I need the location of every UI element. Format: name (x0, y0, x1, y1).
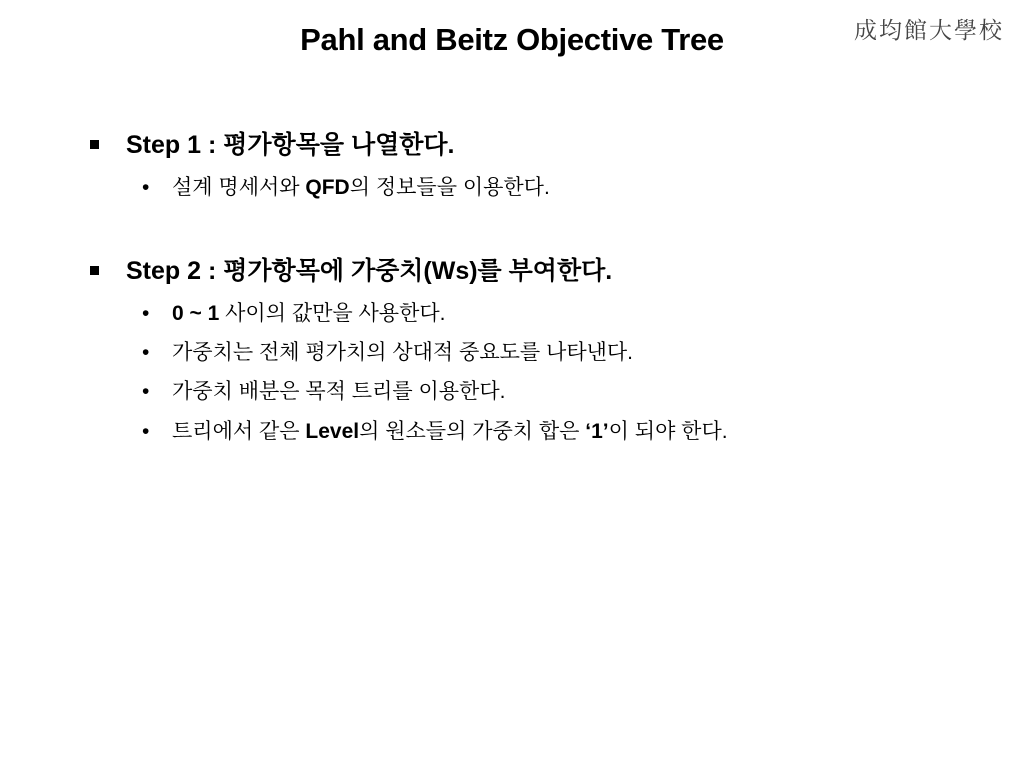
step-2-item-2 (142, 340, 634, 366)
round-bullet-icon: • (142, 420, 150, 443)
step-2-heading (126, 256, 612, 286)
step-1-label: Step 1 : (126, 131, 224, 159)
item-text-bold: QFD (305, 176, 350, 199)
item-text-post: 이 되야 한다. (608, 420, 728, 443)
round-bullet-icon: • (142, 302, 150, 325)
square-bullet-icon (90, 266, 99, 275)
item-text-bold: 0 ~ 1 (172, 302, 220, 325)
step-2-label: Step 2 : (126, 257, 224, 285)
step-2-item-1 (142, 301, 446, 327)
item-text-bold: Level (305, 420, 360, 443)
step-1-item-1 (142, 175, 550, 201)
step-2-item-3 (142, 379, 506, 405)
item-text: 가중치 배분은 목적 트리를 이용한다. (172, 380, 506, 403)
slide-title: Pahl and Beitz Objective Tree (300, 22, 724, 57)
step-2-text: 평가항목에 가중치(Ws)를 부여한다. (223, 257, 613, 285)
step-2-item-4 (142, 419, 728, 445)
item-text-post: 사이의 값만을 사용한다. (219, 302, 446, 325)
university-logo: 成均館大學校 (854, 18, 1004, 44)
round-bullet-icon: • (142, 176, 150, 199)
item-text-bold-2: ‘1’ (585, 420, 609, 443)
step-1-text: 평가항목을 나열한다. (223, 131, 455, 159)
item-text-pre: 트리에서 같은 (172, 420, 306, 443)
round-bullet-icon: • (142, 380, 150, 403)
square-bullet-icon (90, 140, 99, 149)
item-text-pre: 설계 명세서와 (172, 176, 306, 199)
item-text-post: 의 정보들을 이용한다. (349, 176, 550, 199)
item-text: 가중치는 전체 평가치의 상대적 중요도를 나타낸다. (172, 341, 634, 364)
item-text-mid: 의 원소들의 가중치 합은 (359, 420, 586, 443)
step-1-heading (126, 130, 455, 160)
round-bullet-icon: • (142, 341, 150, 364)
